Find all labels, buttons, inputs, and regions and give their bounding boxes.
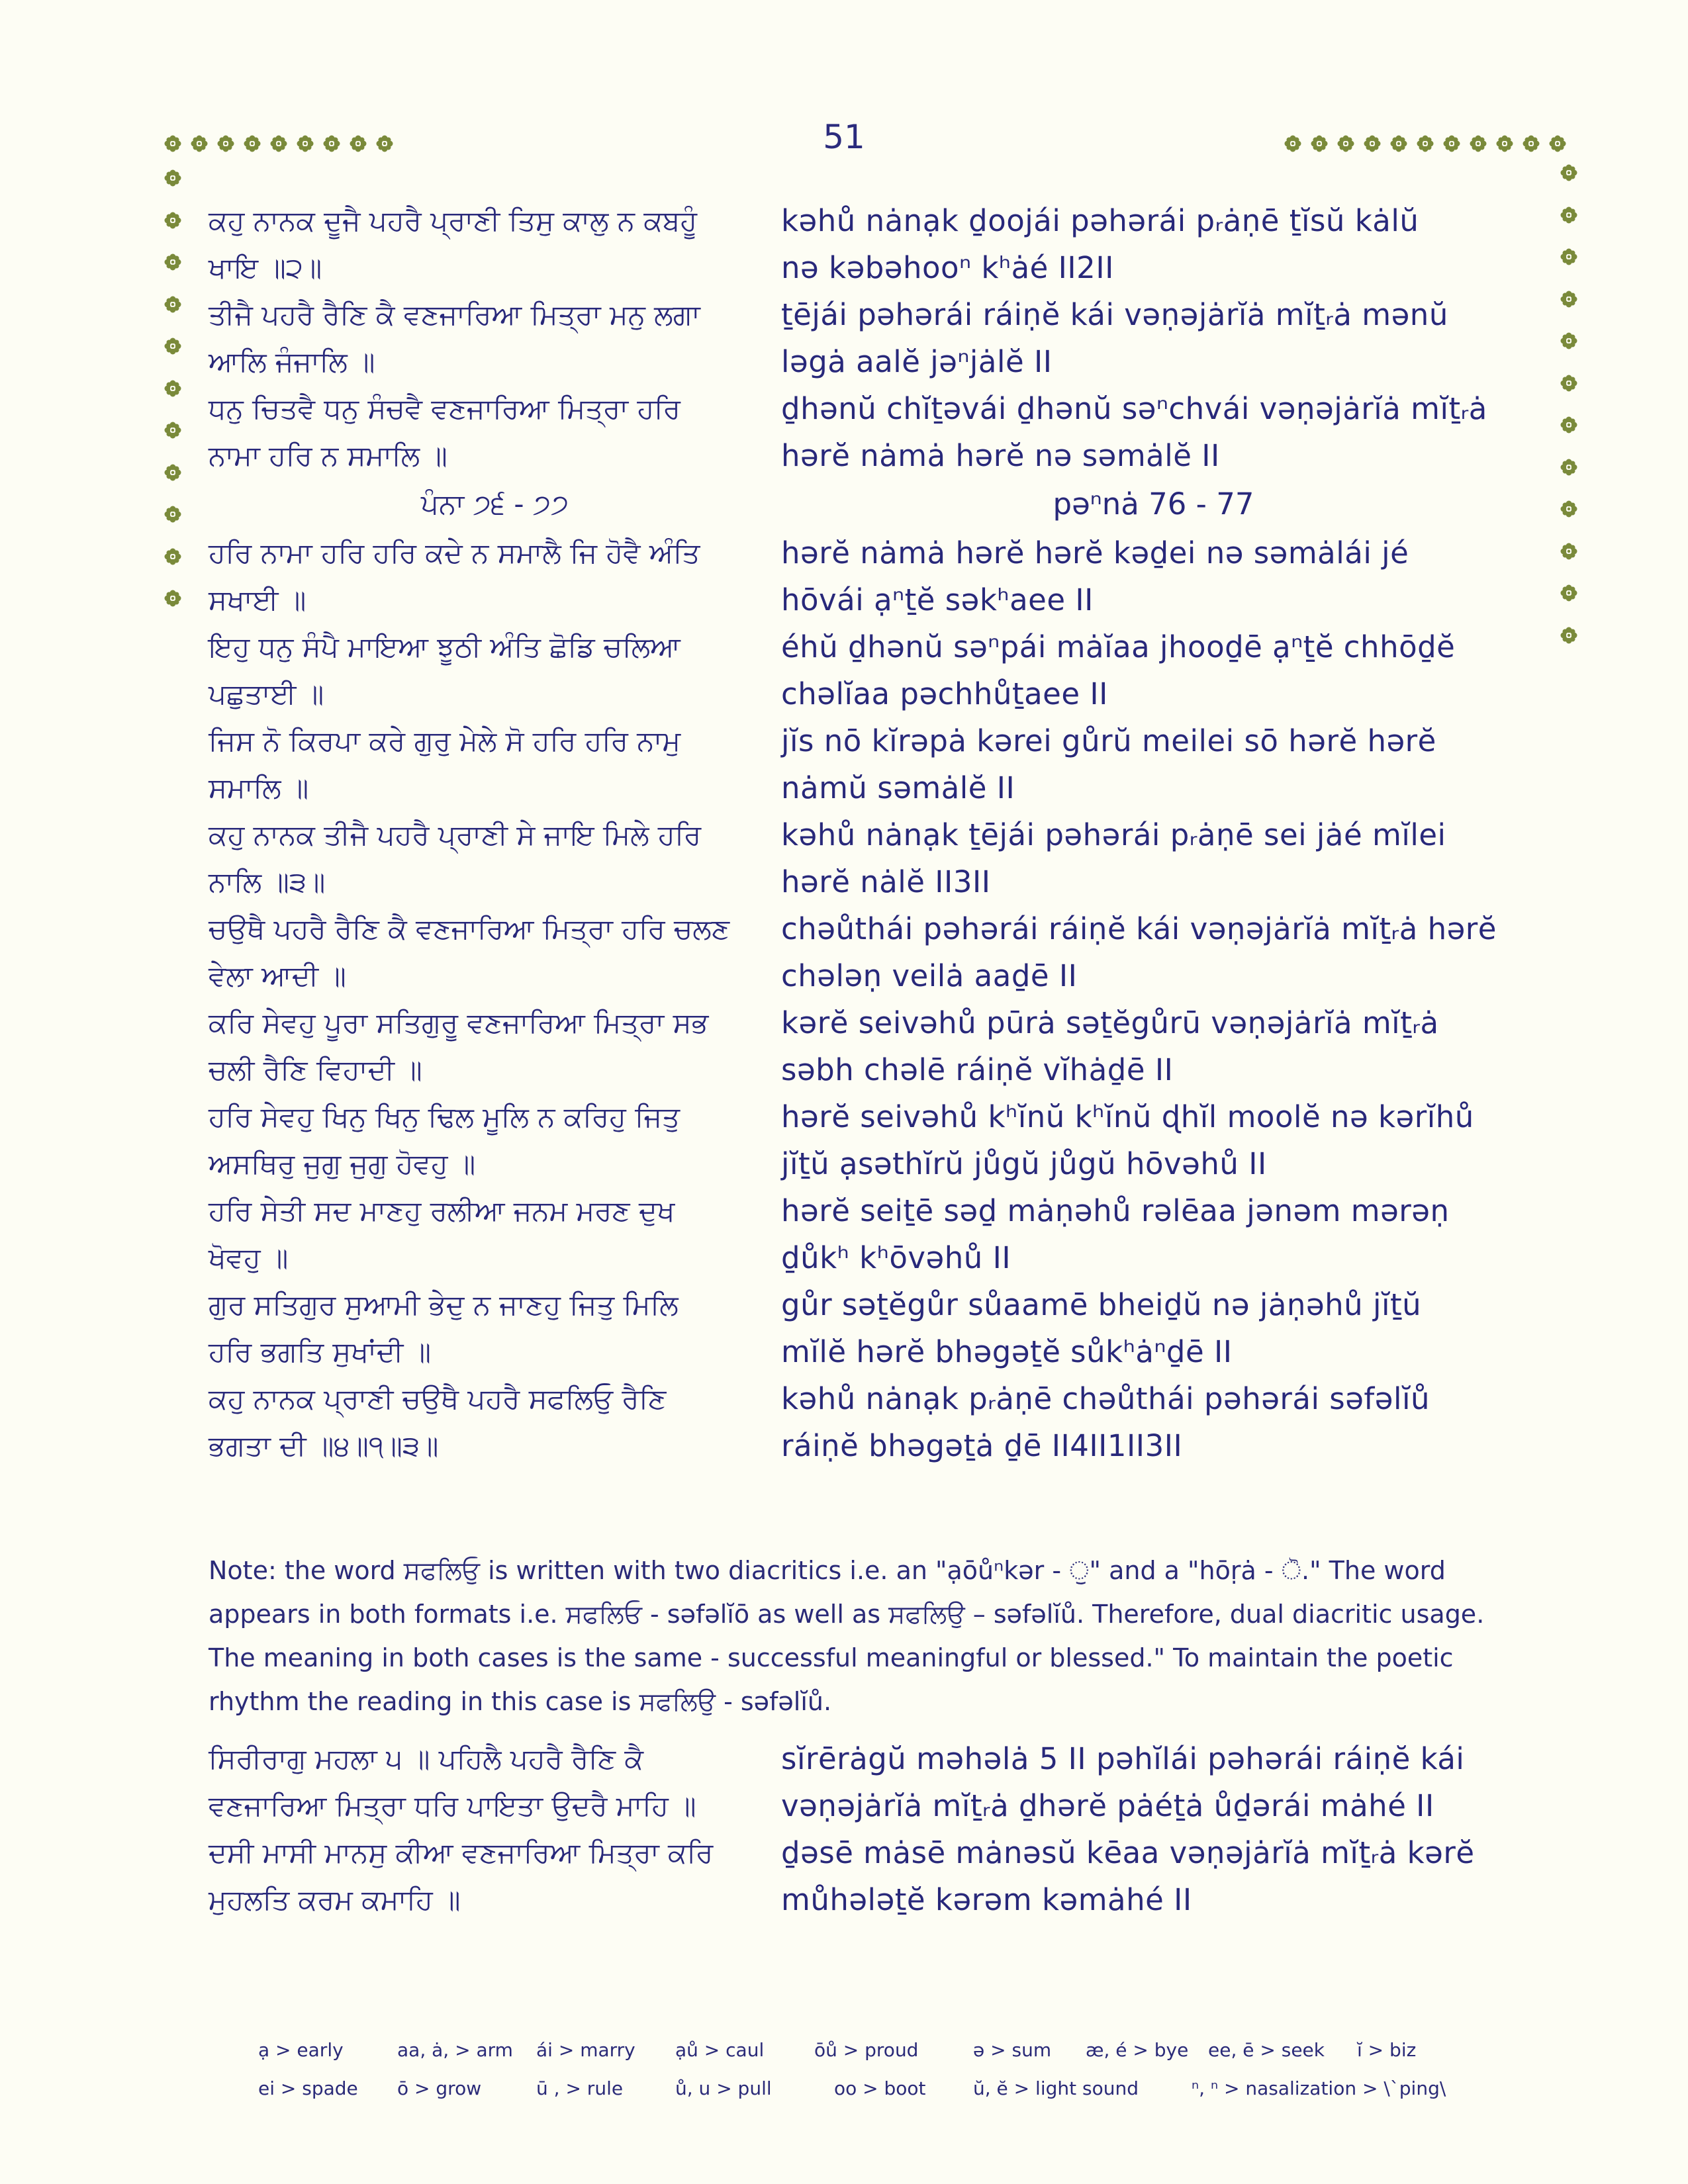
flower-ornament-icon [376, 135, 393, 152]
gurmukhi-line: ਹਰਿ ਸੇਤੀ ਸਦ ਮਾਣਹੁ ਰਲੀਆ ਜਨਮ ਮਰਣ ਦੁਖ ਖੋਵਹੁ ॥ [209, 1195, 675, 1274]
flower-ornament-icon [1284, 135, 1301, 152]
gurmukhi-line: ਤੀਜੈ ਪਹਰੈ ਰੈਣਿ ਕੈ ਵਣਜਾਰਿਆ ਮਿਤ੍ਰਾ ਮਨੁ ਲਗਾ ਆਲਿ ਜੰਜਾਲਿ ॥ [209, 298, 700, 378]
gurmukhi-line: ਗੁਰ ਸਤਿਗੁਰ ਸੁਆਮੀ ਭੇਦੁ ਨ ਜਾਣਹੁ ਜਿਤੁ ਮਿਲਿ ਹਰਿ ਭਗਤਿ ਸੁਖਾਂਦੀ ॥ [209, 1289, 679, 1368]
legend-item: æ, é > bye [1086, 2038, 1189, 2061]
flower-ornament-icon [270, 135, 287, 152]
note-paragraph: Note: the word ਸਫਲਿਓੁ is written with two diacritics i.e. an "ạōůⁿkər - ੁ" and a "hōṛȧ - ੋ." The word appears in both formats i.e. ਸਫਲਿਓ - səfəlĭō as well as ਸਫਲਿਉ – səfəlĭů. Therefore, dual diacritic usage. The meaning in both cases is the same - successful meaningful or blessed." To maintain the poetic rhythm the reading in this case is ਸਫਲਿਉ - səfəlĭů. [209, 1556, 1485, 1716]
legend-item: ái > marry [536, 2038, 635, 2061]
gurmukhi-line: ਚਉਥੈ ਪਹਰੈ ਰੈਣਿ ਕੈ ਵਣਜਾਰਿਆ ਮਿਤ੍ਰਾ ਹਰਿ ਚਲਣ ਵੇਲਾ ਆਦੀ ॥ [209, 913, 730, 992]
gurmukhi-line: ਇਹੁ ਧਨੁ ਸੰਪੈ ਮਾਇਆ ਝੂਠੀ ਅੰਤਿ ਛੋਡਿ ਚਲਿਆ ਪਛੁਤਾਈ ॥ [209, 631, 680, 710]
flower-ornament-icon [1560, 248, 1577, 265]
legend-row [258, 2069, 1516, 2107]
flower-ornament-icon [1443, 135, 1460, 152]
flower-ornament-icon [1364, 135, 1381, 152]
legend-item: ⁿ, ⁿ > nasalization > \`ping\ [1192, 2077, 1446, 2099]
flower-ornament-icon [1549, 135, 1566, 152]
legend-row [258, 2030, 1516, 2069]
legend-item: ə > sum [973, 2038, 1052, 2061]
transliteration-line: éhŭ ḏhənŭ səⁿpái mȧĭaa jhooḏē ạⁿṯĕ chhōḏĕ chəlĭaa pəchhůṯaee II [781, 629, 1456, 711]
legend-item: ō > grow [397, 2077, 482, 2099]
transliteration-line: hərĕ seivəhů kʰĭnŭ kʰĭnŭ ɖhĭl moolĕ nə kərĭhů jĭṯŭ ạsəthĭrŭ jůgŭ jůgŭ hōvəhů II [781, 1099, 1474, 1181]
gurmukhi-line: ਹਰਿ ਸੇਵਹੁ ਖਿਨੁ ਖਿਨੁ ਢਿਲ ਮੂਲਿ ਨ ਕਰਿਹੁ ਜਿਤੁ ਅਸਥਿਰੁ ਜੁਗੁ ਜੁਗੁ ਹੋਵਹੁ ॥ [209, 1101, 680, 1180]
verse-table-continued [209, 1735, 1526, 1923]
flower-ornament-icon [1560, 206, 1577, 224]
flower-ornament-icon [164, 464, 181, 481]
legend-item: ee, ē > seek [1208, 2038, 1325, 2061]
gurmukhi-line: ਜਿਸ ਨੋ ਕਿਰਪਾ ਕਰੇ ਗੁਰੁ ਮੇਲੇ ਸੋ ਹਰਿ ਹਰਿ ਨਾਮੁ ਸਮਾਲਿ ॥ [209, 725, 681, 804]
gurmukhi-line: ਹਰਿ ਨਾਮਾ ਹਰਿ ਹਰਿ ਕਦੇ ਨ ਸਮਾਲੈ ਜਿ ਹੋਵੈ ਅੰਤਿ ਸਖਾਈ ॥ [209, 537, 700, 616]
transliteration-line: kəhů nȧnạk ṯējái pəhərái pᵣȧṇē sei jȧé mĭlei hərĕ nȧlĕ II3II [781, 817, 1446, 899]
page-reference-transliteration: pəⁿnȧ 76 - 77 [1053, 486, 1254, 522]
flower-ornament-icon [1337, 135, 1354, 152]
transliteration-line: chəůthái pəhərái ráiṇĕ kái vəṇəjȧrĭȧ mĭṯᵣȧ hərĕ chələṇ veilȧ aaḏē II [781, 911, 1497, 993]
flower-ornament-icon [244, 135, 261, 152]
gurmukhi-line: ਧਨੁ ਚਿਤਵੈ ਧਨੁ ਸੰਚਵੈ ਵਣਜਾਰਿਆ ਮਿਤ੍ਰਾ ਹਰਿ ਨਾਮਾ ਹਰਿ ਨ ਸਮਾਲਿ ॥ [209, 392, 680, 472]
flower-ornament-icon [1560, 291, 1577, 308]
flower-ornament-icon [164, 422, 181, 439]
transliteration-line: kəhů nȧnạk pᵣȧṇē chəůthái pəhərái səfəlĭů ráiṇĕ bhəgəṯȧ ḏē II4II1II3II [781, 1381, 1430, 1463]
flower-ornament-icon [164, 338, 181, 355]
flower-ornament-icon [323, 135, 340, 152]
transliteration-line: hərĕ seiṯē səḏ mȧṇəhů rəlēaa jənəm mərəṇ ḏůkʰ kʰōvəhů II [781, 1193, 1450, 1275]
flower-ornament-icon [1560, 543, 1577, 560]
flower-ornament-icon [1560, 416, 1577, 433]
legend-item: ei > spade [258, 2077, 358, 2099]
transliteration-line: ḏəsē mȧsē mȧnəsŭ kēaa vəṇəjȧrĭȧ mĭṯᵣȧ kərĕ můhələṯĕ kərəm kəmȧhé II [781, 1835, 1475, 1917]
legend-item: ŭ, ĕ > light sound [973, 2077, 1139, 2099]
gurmukhi-line: ਕਰਿ ਸੇਵਹੁ ਪੂਰਾ ਸਤਿਗੁਰੂ ਵਣਜਾਰਿਆ ਮਿਤ੍ਰਾ ਸਭ ਚਲੀ ਰੈਣਿ ਵਿਹਾਦੀ ॥ [209, 1007, 709, 1086]
flower-ornament-icon [1560, 627, 1577, 644]
transliteration-line: ḏhənŭ chĭṯəvái ḏhənŭ səⁿchvái vəṇəjȧrĭȧ mĭṯᵣȧ hərĕ nȧmȧ hərĕ nə səmȧlĕ II [781, 391, 1487, 473]
flower-ornament-icon [164, 296, 181, 313]
flower-ornament-icon [1496, 135, 1513, 152]
flower-ornament-icon [1470, 135, 1487, 152]
transliteration-line: jĭs nō kĭrəpȧ kərei gůrŭ meilei sō hərĕ hərĕ nȧmŭ səmȧlĕ II [781, 723, 1436, 805]
page-number: 51 [823, 118, 865, 156]
flower-ornament-icon [1560, 375, 1577, 392]
flower-ornament-icon [1523, 135, 1540, 152]
gurmukhi-line: ਕਹੁ ਨਾਨਕ ਤੀਜੈ ਪਹਰੈ ਪ੍ਰਾਣੀ ਸੇ ਜਾਇ ਮਿਲੇ ਹਰਿ ਨਾਲਿ ॥੩॥ [209, 819, 702, 898]
flower-ornament-icon [1390, 135, 1407, 152]
transliteration-line: kəhů nȧnạk ḏoojái pəhərái pᵣȧṇē ṯĭsŭ kȧlŭ nə kəbəhooⁿ kʰȧé II2II [781, 203, 1419, 285]
verse-table [209, 197, 1526, 1469]
gurmukhi-line: ਕਹੁ ਨਾਨਕ ਪ੍ਰਾਣੀ ਚਉਥੈ ਪਹਰੈ ਸਫਲਿਓੁ ਰੈਣਿ ਭਗਤਾ ਦੀ ॥੪॥੧॥੩॥ [209, 1383, 667, 1462]
flower-ornament-icon [350, 135, 367, 152]
flower-ornament-icon [164, 169, 181, 187]
legend-item: aa, ȧ, > arm [397, 2038, 513, 2061]
gurmukhi-line: ਸਿਰੀਰਾਗੁ ਮਹਲਾ ੫ ॥ ਪਹਿਲੈ ਪਹਰੈ ਰੈਣਿ ਕੈ ਵਣਜਾਰਿਆ ਮਿਤ੍ਰਾ ਧਰਿ ਪਾਇਤਾ ਉਦਰੈ ਮਾਹਿ ॥ [209, 1743, 696, 1822]
flower-ornament-icon [1560, 164, 1577, 181]
flower-ornament-icon [217, 135, 234, 152]
flower-ornament-icon [164, 135, 181, 152]
legend-item: ū , > rule [536, 2077, 624, 2099]
flower-ornament-icon [1560, 500, 1577, 518]
transliteration-line: ṯējái pəhərái ráiṇĕ kái vəṇəjȧrĭȧ mĭṯᵣȧ mənŭ ləgȧ aalĕ jəⁿjȧlĕ II [781, 297, 1448, 379]
transliteration-line: hərĕ nȧmȧ hərĕ hərĕ kəḏei nə səmȧlái jé hōvái ạⁿṯĕ səkʰaee II [781, 535, 1409, 617]
legend-item: ĭ > biz [1357, 2038, 1417, 2061]
legend-item: ů, u > pull [675, 2077, 772, 2099]
legend-item: oo > boot [834, 2077, 926, 2099]
legend-item: ōů > proud [814, 2038, 919, 2061]
page-reference-gurmukhi: ਪੰਨਾ ੭੬ - ੭੭ [420, 488, 569, 520]
pronunciation-legend [258, 2030, 1516, 2107]
flower-ornament-icon [1417, 135, 1434, 152]
flower-ornament-icon [1560, 332, 1577, 349]
flower-ornament-icon [297, 135, 314, 152]
legend-item: ạ > early [258, 2038, 344, 2061]
flower-ornament-icon [1560, 584, 1577, 602]
gurmukhi-line: ਕਹੁ ਨਾਨਕ ਦੂਜੈ ਪਹਰੈ ਪ੍ਰਾਣੀ ਤਿਸੁ ਕਾਲੁ ਨ ਕਬਹੂੰ ਖਾਇ ॥੨॥ [209, 205, 697, 284]
flower-ornament-icon [191, 135, 208, 152]
transliteration-line: gůr səṯĕgůr sůaamē bheiḏŭ nə jȧṇəhů jĭṯŭ mĭlĕ hərĕ bhəgəṯĕ sůkʰȧⁿḏē II [781, 1287, 1422, 1369]
flower-ornament-icon [1560, 459, 1577, 476]
transliteration-line: sĭrērȧgŭ məhəlȧ 5 II pəhĭlái pəhərái ráiṇĕ kái vəṇəjȧrĭȧ mĭṯᵣȧ ḏhərĕ pȧéṯȧ ůḏərái mȧhé II [781, 1741, 1465, 1823]
flower-ornament-icon [1311, 135, 1328, 152]
legend-item: ạů > caul [675, 2038, 765, 2061]
flower-ornament-icon [164, 253, 181, 271]
transliteration-line: kərĕ seivəhů pūrȧ səṯĕgůrū vəṇəjȧrĭȧ mĭṯᵣȧ səbh chəlē ráiṇĕ vĭhȧḏē II [781, 1005, 1439, 1087]
gurmukhi-line: ਦਸੀ ਮਾਸੀ ਮਾਨਸੁ ਕੀਆ ਵਣਜਾਰਿਆ ਮਿਤ੍ਰਾ ਕਰਿ ਮੁਹਲਤਿ ਕਰਮ ਕਮਾਹਿ ॥ [209, 1837, 714, 1916]
flower-ornament-icon [164, 380, 181, 397]
flower-ornament-icon [164, 548, 181, 565]
flower-ornament-icon [164, 506, 181, 523]
flower-ornament-icon [164, 212, 181, 229]
flower-ornament-icon [164, 590, 181, 607]
